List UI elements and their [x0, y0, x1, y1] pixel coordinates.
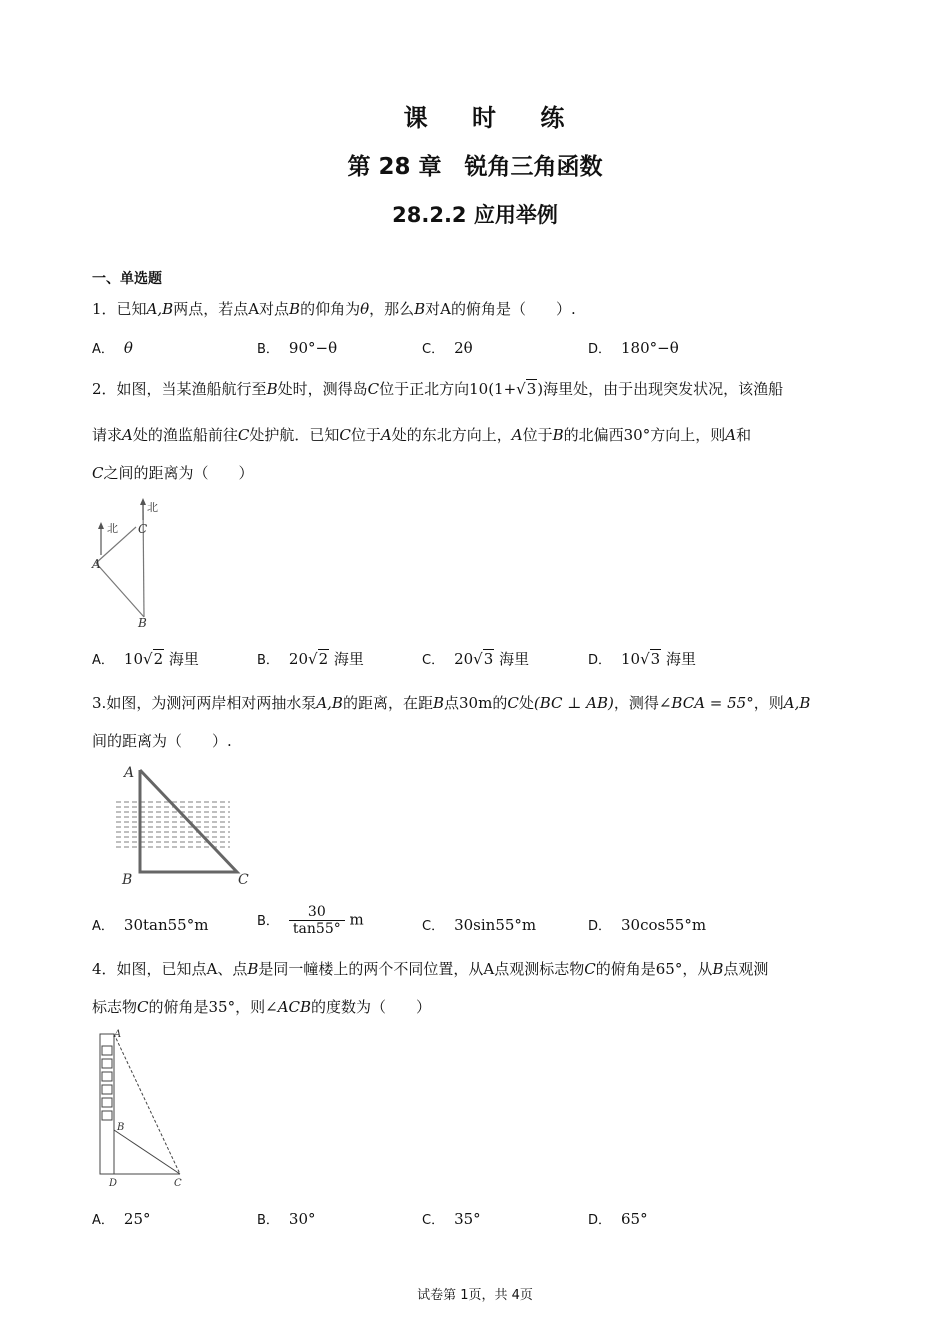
q4-option-b[interactable]: B． 30°: [257, 1210, 316, 1228]
q2-line-1: 2．如图，当某渔船航行至B处时，测得岛C位于正北方向10(1+√3)海里处，由于出现突发状况，该渔船: [92, 380, 784, 398]
chapter-title: 第 28 章 锐角三角函数: [347, 154, 603, 180]
q2-option-a[interactable]: A． 10√2 海里: [92, 650, 199, 668]
q2-option-b[interactable]: B． 20√2 海里: [257, 650, 364, 668]
line-ab: [96, 563, 144, 617]
point-label-a: A: [124, 765, 135, 781]
q2-figure: [86, 495, 166, 630]
question-3: [92, 684, 862, 760]
question-1: 1．已知A,B两点，若点A对点B的仰角为θ，那么B对A的俯角是（ ）.: [92, 300, 576, 318]
north-label: 北: [147, 501, 158, 514]
q4-figure: [94, 1026, 194, 1191]
point-label-a: A: [114, 1029, 122, 1040]
arrow-head-icon: [98, 522, 104, 529]
q3-option-d[interactable]: D． 30cos55°m: [588, 916, 707, 934]
fraction: $\frac{30}{\tan 55^\circ}$: [289, 904, 345, 937]
q3-line-1: 3.如图，为测河两岸相对两抽水泵A,B的距离，在距B点30m的C处(BC ⊥ AB)，测得∠BCA = 55°，则A,B: [92, 694, 811, 712]
q4-line-2: 标志物C的俯角是35°，则∠ACB的度数为（ ）: [92, 998, 432, 1016]
point-label-b: B: [122, 872, 133, 888]
point-label-c: C: [138, 522, 148, 536]
q4-option-d[interactable]: D． 65°: [588, 1210, 648, 1228]
q3-line-2: 间的距离为（ ）.: [92, 732, 232, 750]
line-bc: [143, 503, 144, 617]
arrow-head-icon: [140, 498, 146, 505]
q3-option-c[interactable]: C． 30sin55°m: [422, 916, 537, 934]
section-heading: 28.2.2 应用举例: [392, 203, 558, 227]
q3-option-a[interactable]: A． 30tan55°m: [92, 916, 209, 934]
page-footer: 试卷第 1页，共 4页: [417, 1288, 533, 1303]
point-label-c: C: [238, 872, 249, 888]
q4-option-c[interactable]: C． 35°: [422, 1210, 481, 1228]
q2-option-c[interactable]: C． 20√3 海里: [422, 650, 530, 668]
q1-option-a[interactable]: A． θ: [92, 339, 133, 357]
triangle-abc: [140, 770, 237, 872]
line-ac: [114, 1034, 180, 1174]
q3-figure: [112, 760, 257, 890]
q2-line-3: C之间的距离为（ ）: [92, 464, 254, 482]
point-label-a: A: [92, 557, 101, 571]
question-2: [92, 370, 862, 492]
q1-option-c[interactable]: C． 2θ: [422, 339, 473, 357]
north-label: 北: [107, 522, 118, 535]
q3-option-b[interactable]: B． $\frac{30}{\tan 55^\circ}$ m: [257, 904, 364, 937]
question-4: [92, 950, 862, 1026]
point-label-b: B: [117, 1122, 125, 1133]
point-label-b: B: [138, 616, 147, 630]
point-label-d: D: [109, 1178, 118, 1189]
point-label-c: C: [174, 1178, 182, 1189]
doc-title: 课 时 练: [403, 104, 583, 132]
q4-line-1: 4．如图，已知点A、点B是同一幢楼上的两个不同位置，从A点观测标志物C的俯角是65°，从B点观测: [92, 960, 769, 978]
q1-option-b[interactable]: B． 90°−θ: [257, 339, 338, 357]
question-number: 1．: [92, 300, 117, 318]
q2-option-d[interactable]: D． 10√3 海里: [588, 650, 697, 668]
q2-line-2: 请求A处的渔监船前往C处护航．已知C位于A处的东北方向上，A位于B的北偏西30°方向上，则A和: [92, 426, 752, 444]
q1-option-d[interactable]: D． 180°−θ: [588, 339, 679, 357]
section-title: 一、单选题: [92, 271, 162, 287]
river-lines: [116, 802, 230, 847]
building-windows: [102, 1046, 112, 1120]
q4-option-a[interactable]: A． 25°: [92, 1210, 151, 1228]
